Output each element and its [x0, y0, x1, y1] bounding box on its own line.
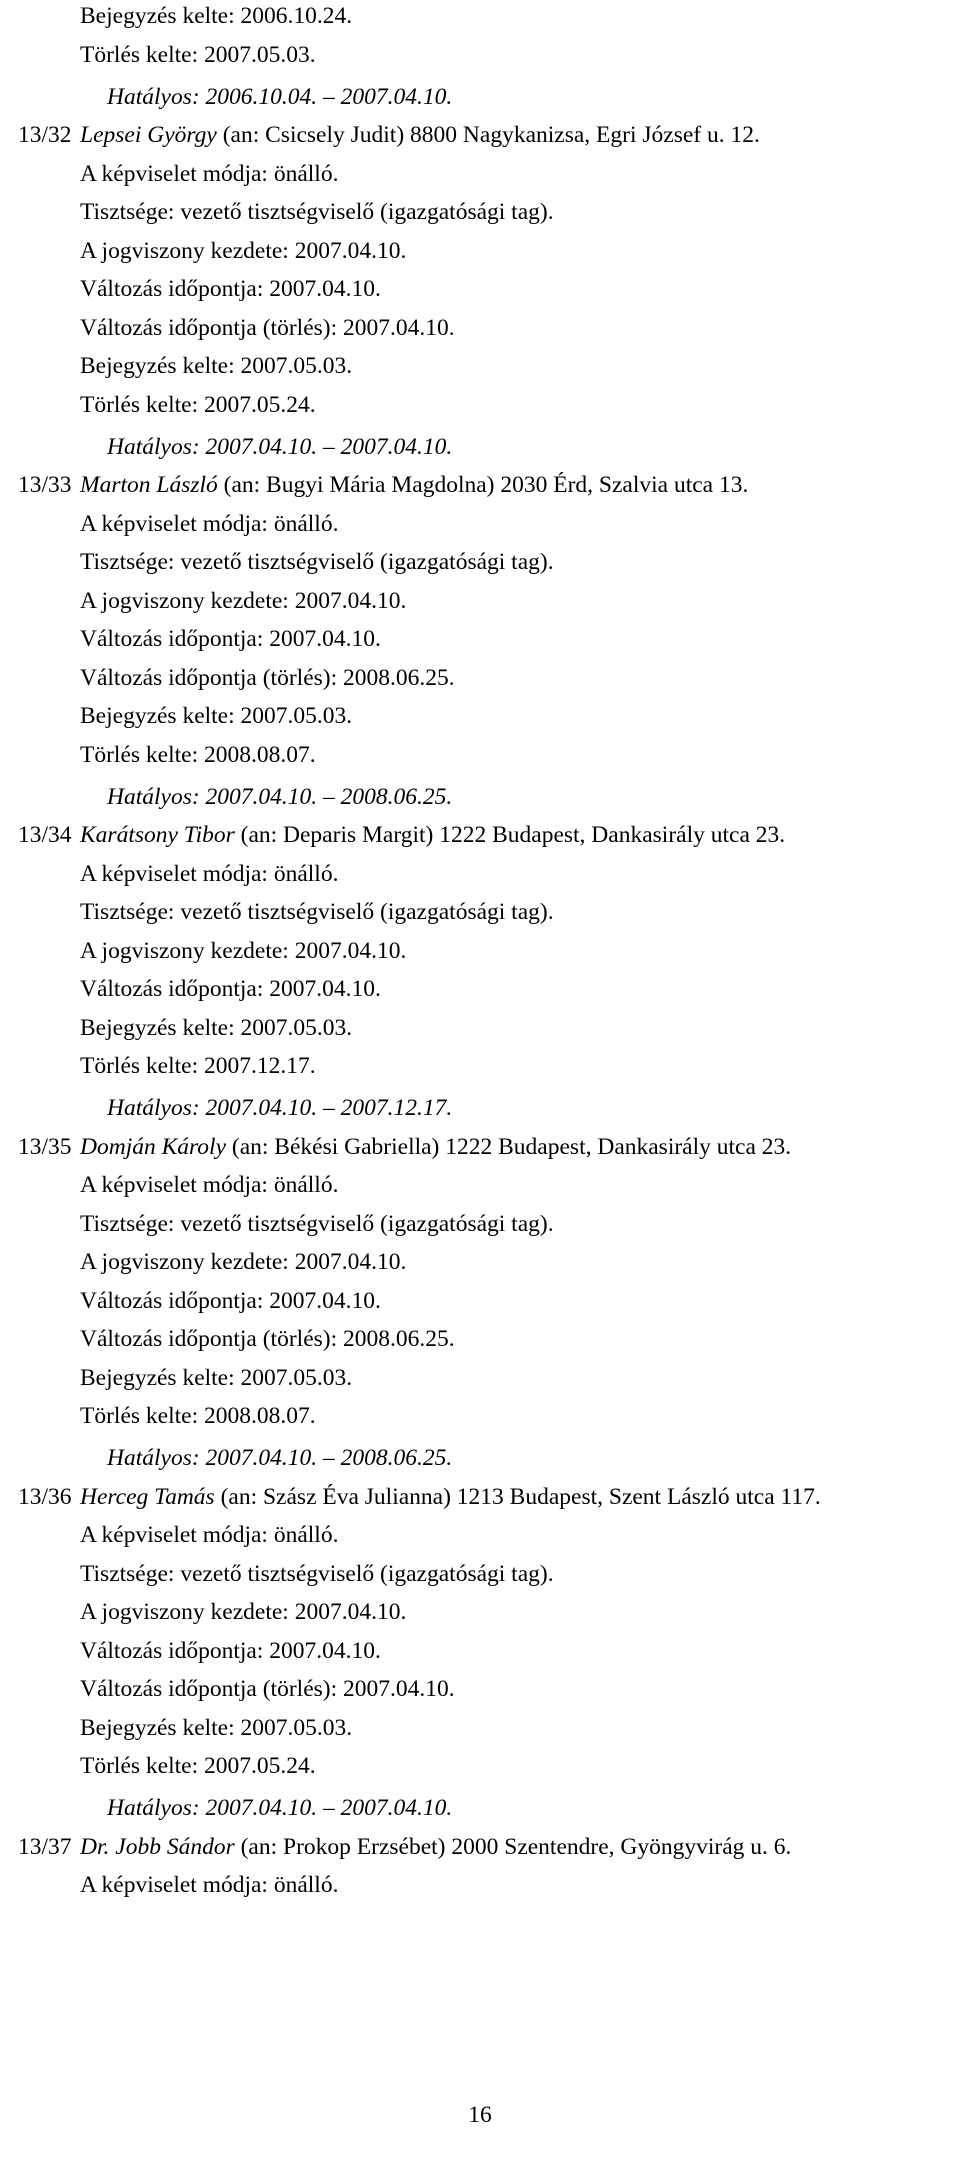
- record-line: A jogviszony kezdete: 2007.04.10.: [80, 1599, 407, 1625]
- entry-header: [80, 824, 785, 848]
- entry-header: [80, 1483, 821, 1510]
- hatalyos-line: Hatályos: 2007.04.10. – 2008.06.25.: [107, 783, 453, 810]
- person-details: (an: Deparis Margit) 1222 Budapest, Dankasirály utca 23.: [240, 822, 786, 848]
- record-line: A képviselet módja: önálló.: [80, 160, 339, 187]
- entry-number: 13/34: [18, 822, 72, 848]
- record-line: Törlés kelte: 2008.08.07.: [80, 1403, 316, 1429]
- entry-number: 13/32: [18, 122, 72, 148]
- record-line: Bejegyzés kelte: 2007.05.03.: [80, 1714, 353, 1741]
- record-line: Bejegyzés kelte: 2007.05.03.: [80, 703, 353, 729]
- person-details: (an: Békési Gabriella) 1222 Budapest, Dankasirály utca 23.: [231, 1133, 792, 1160]
- record-line: Változás időpontja: 2007.04.10.: [80, 276, 381, 302]
- record-line: A jogviszony kezdete: 2007.04.10.: [80, 587, 407, 614]
- hatalyos-line: Hatályos: 2007.04.10. – 2008.06.25.: [107, 1445, 453, 1471]
- hatalyos-line: Hatályos: 2007.04.10. – 2007.04.10.: [107, 1795, 453, 1821]
- record-line: Törlés kelte: 2007.05.03.: [80, 41, 316, 68]
- record-line: Bejegyzés kelte: 2007.05.03.: [80, 1014, 353, 1041]
- person-name: Dr. Jobb Sándor: [80, 1833, 235, 1860]
- record-line: Tisztsége: vezető tisztségviselő (igazgatósági tag).: [80, 1560, 554, 1587]
- record-line: Változás időpontja (törlés): 2008.06.25.: [80, 1326, 455, 1352]
- record-line: Változás időpontja (törlés): 2008.06.25.: [80, 664, 455, 691]
- person-details: (an: Csicsely Judit) 8800 Nagykanizsa, Egri József u. 12.: [222, 122, 760, 148]
- entry-header: [80, 1133, 792, 1160]
- record-line: A jogviszony kezdete: 2007.04.10.: [80, 1249, 407, 1275]
- record-line: Változás időpontja (törlés): 2007.04.10.: [80, 314, 455, 341]
- person-details: (an: Bugyi Mária Magdolna) 2030 Érd, Szalvia utca 13.: [223, 472, 749, 498]
- record-line: A képviselet módja: önálló.: [80, 510, 339, 537]
- page-number: 16: [468, 2102, 492, 2128]
- entry-number: 13/36: [18, 1483, 72, 1510]
- record-line: Törlés kelte: 2007.05.24.: [80, 1753, 316, 1779]
- record-line: Változás időpontja: 2007.04.10.: [80, 626, 381, 652]
- record-line: A képviselet módja: önálló.: [80, 1872, 339, 1898]
- record-line: Bejegyzés kelte: 2007.05.03.: [80, 1364, 353, 1391]
- entry-header: [80, 124, 760, 148]
- record-line: A képviselet módja: önálló.: [80, 1172, 339, 1198]
- record-line: A képviselet módja: önálló.: [80, 1522, 339, 1548]
- record-line: Változás időpontja (törlés): 2007.04.10.: [80, 1676, 455, 1702]
- hatalyos-line: Hatályos: 2006.10.04. – 2007.04.10.: [107, 83, 453, 110]
- record-line: A jogviszony kezdete: 2007.04.10.: [80, 937, 407, 964]
- record-line: Törlés kelte: 2008.08.07.: [80, 741, 316, 768]
- person-name: Lepsei György: [80, 122, 217, 148]
- entry-header: [80, 474, 748, 498]
- hatalyos-line: Hatályos: 2007.04.10. – 2007.04.10.: [107, 433, 453, 460]
- record-line: Tisztsége: vezető tisztségviselő (igazgatósági tag).: [80, 549, 554, 575]
- person-name: Marton László: [80, 472, 218, 498]
- record-line: Változás időpontja: 2007.04.10.: [80, 1637, 381, 1664]
- record-line: Bejegyzés kelte: 2007.05.03.: [80, 353, 353, 379]
- person-details: (an: Szász Éva Julianna) 1213 Budapest, Szent László utca 117.: [220, 1483, 821, 1510]
- record-line: Bejegyzés kelte: 2006.10.24.: [80, 3, 353, 29]
- entry-number: 13/37: [18, 1833, 72, 1860]
- entry-number: 13/35: [18, 1133, 72, 1160]
- person-details: (an: Prokop Erzsébet) 2000 Szentendre, Gyöngyvirág u. 6.: [240, 1833, 792, 1860]
- record-line: A jogviszony kezdete: 2007.04.10.: [80, 237, 407, 264]
- record-line: A képviselet módja: önálló.: [80, 860, 339, 887]
- person-name: Karátsony Tibor: [80, 822, 235, 848]
- record-line: Változás időpontja: 2007.04.10.: [80, 976, 381, 1002]
- hatalyos-line: Hatályos: 2007.04.10. – 2007.12.17.: [107, 1095, 453, 1121]
- person-name: Herceg Tamás: [80, 1483, 215, 1510]
- entry-number: 13/33: [18, 472, 72, 498]
- record-line: Törlés kelte: 2007.05.24.: [80, 391, 316, 418]
- record-line: Változás időpontja: 2007.04.10.: [80, 1287, 381, 1314]
- entry-header: [80, 1833, 792, 1860]
- record-line: Tisztsége: vezető tisztségviselő (igazgatósági tag).: [80, 199, 554, 225]
- record-line: Törlés kelte: 2007.12.17.: [80, 1053, 316, 1079]
- record-line: Tisztsége: vezető tisztségviselő (igazgatósági tag).: [80, 1210, 554, 1237]
- person-name: Domján Károly: [80, 1133, 227, 1160]
- record-line: Tisztsége: vezető tisztségviselő (igazgatósági tag).: [80, 899, 554, 925]
